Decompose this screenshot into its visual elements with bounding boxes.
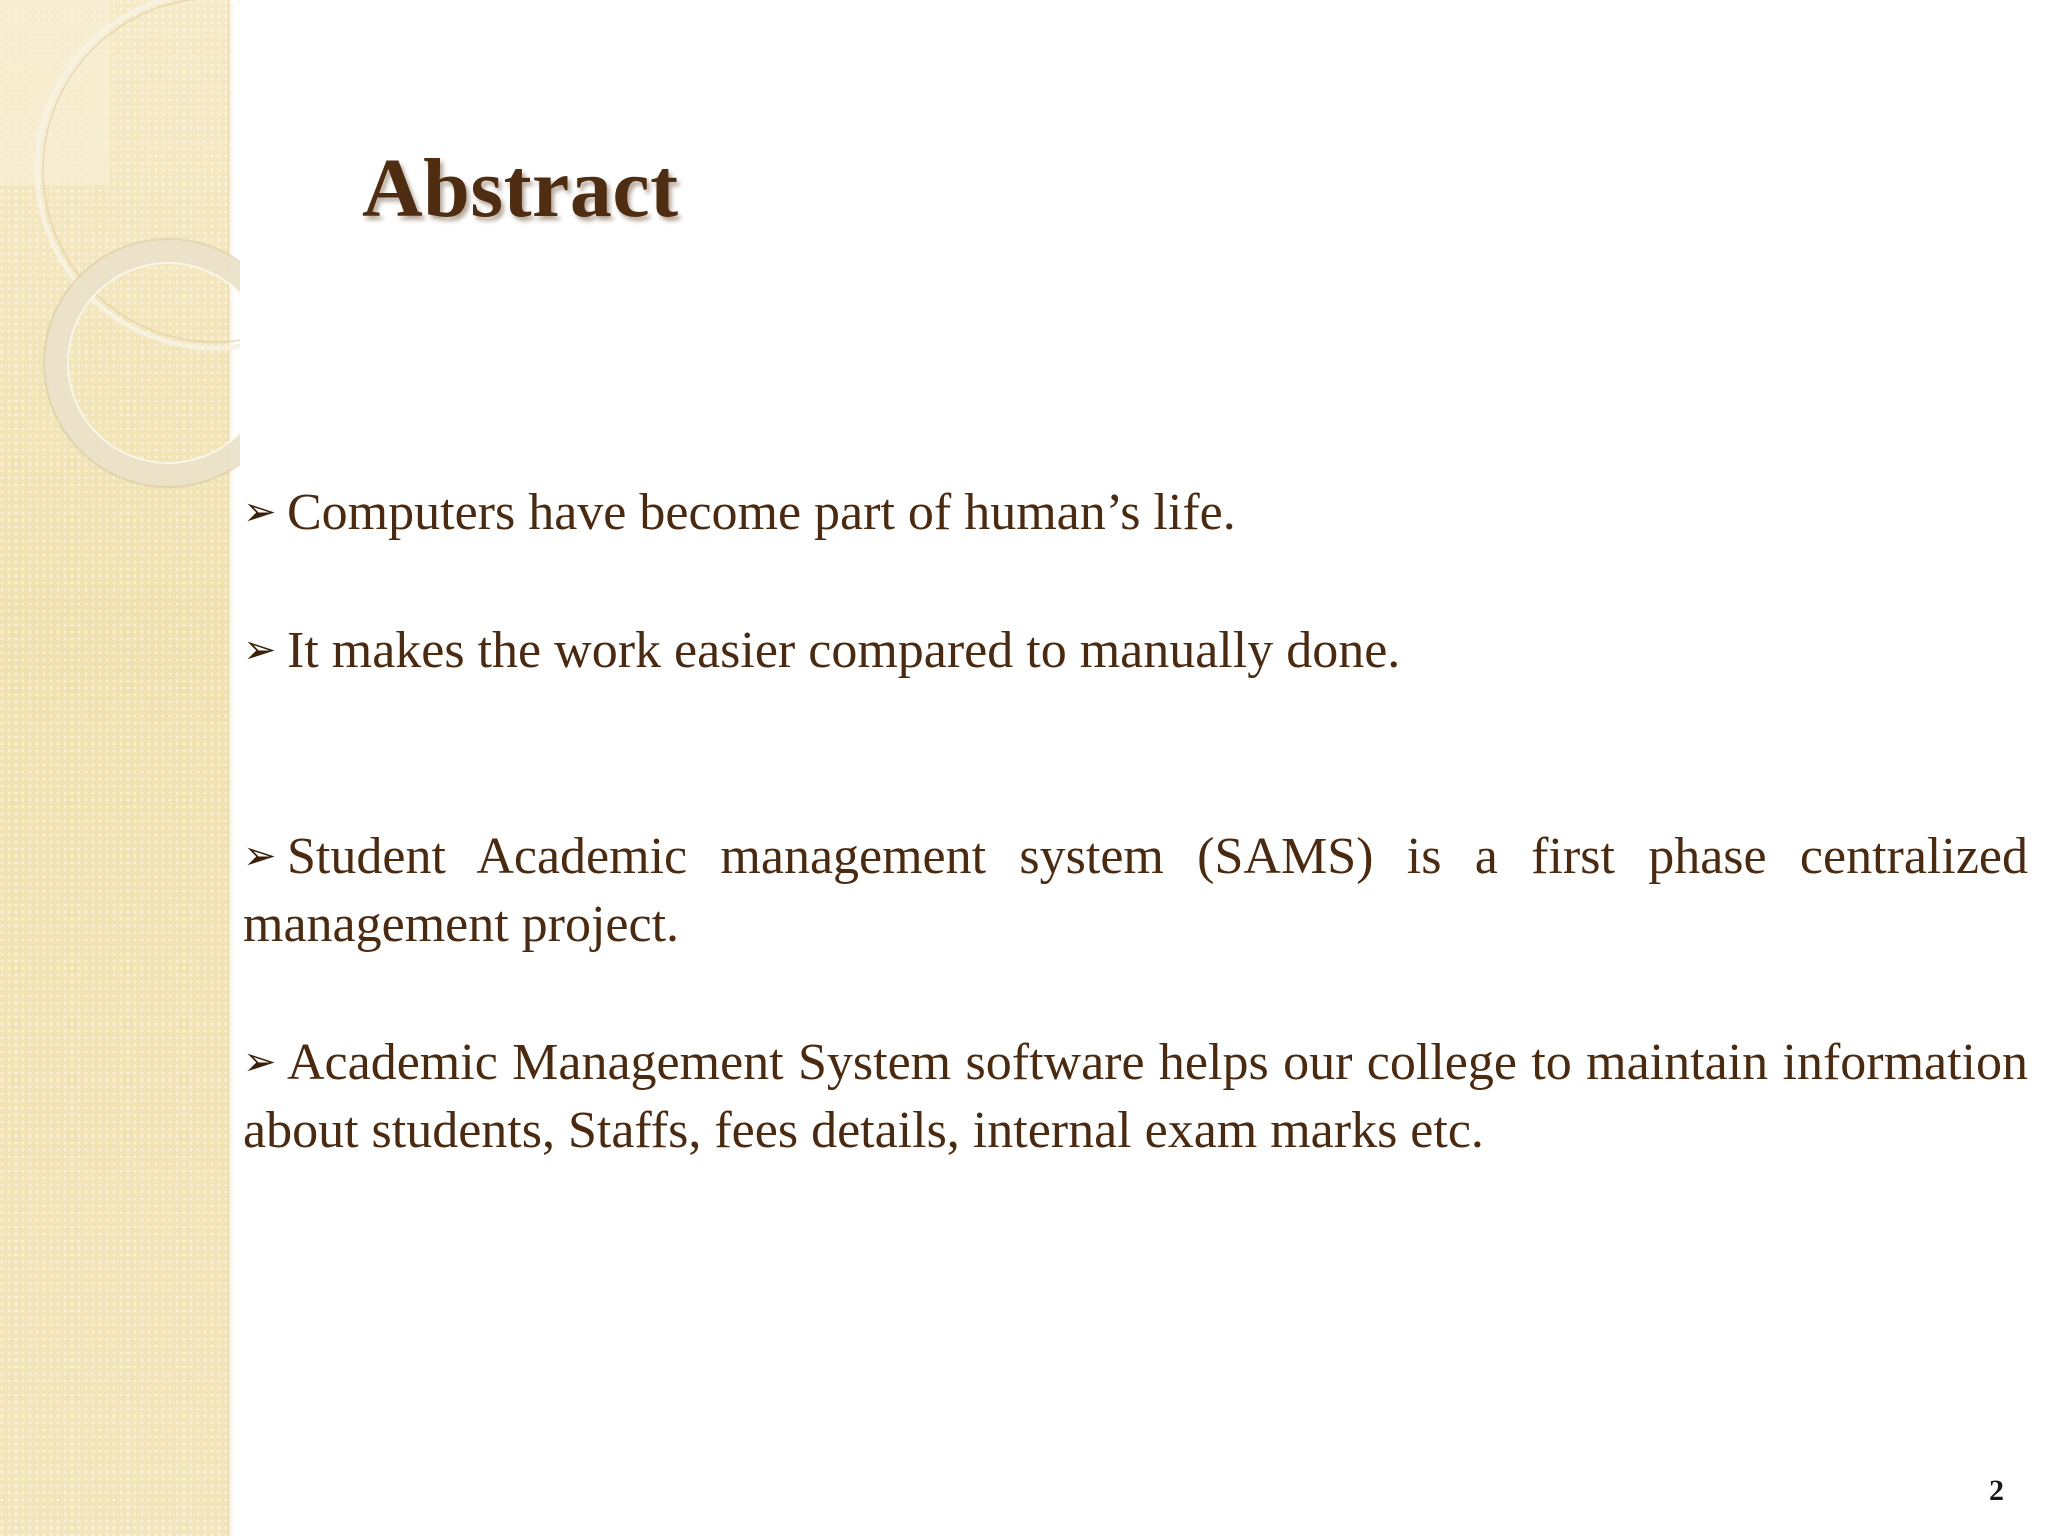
arrow-bullet-icon: ➢ bbox=[243, 833, 277, 879]
arrow-bullet-icon: ➢ bbox=[243, 1039, 277, 1085]
arrow-bullet-icon: ➢ bbox=[243, 627, 277, 673]
bullet-item bbox=[243, 616, 2028, 685]
bullet-text: Student Academic management system (SAMS) is a first phase centralized management project. bbox=[243, 828, 2028, 953]
bullet-text: Computers have become part of human’s life. bbox=[287, 484, 1236, 541]
bullet-item bbox=[243, 1028, 2028, 1165]
bullet-item bbox=[243, 822, 2028, 959]
arrow-bullet-icon: ➢ bbox=[243, 489, 277, 535]
page-number: 2 bbox=[1989, 1474, 2004, 1507]
slide-title: Abstract bbox=[362, 142, 679, 235]
bullet-text: It makes the work easier compared to manually done. bbox=[287, 622, 1401, 679]
bullet-text: Academic Management System software helps our college to maintain information about students, Staffs, fees details, internal exam marks etc. bbox=[243, 1034, 2028, 1159]
bullet-list bbox=[243, 478, 2028, 1165]
decorative-rings-graphic bbox=[0, 0, 240, 520]
bullet-item bbox=[243, 478, 2028, 547]
